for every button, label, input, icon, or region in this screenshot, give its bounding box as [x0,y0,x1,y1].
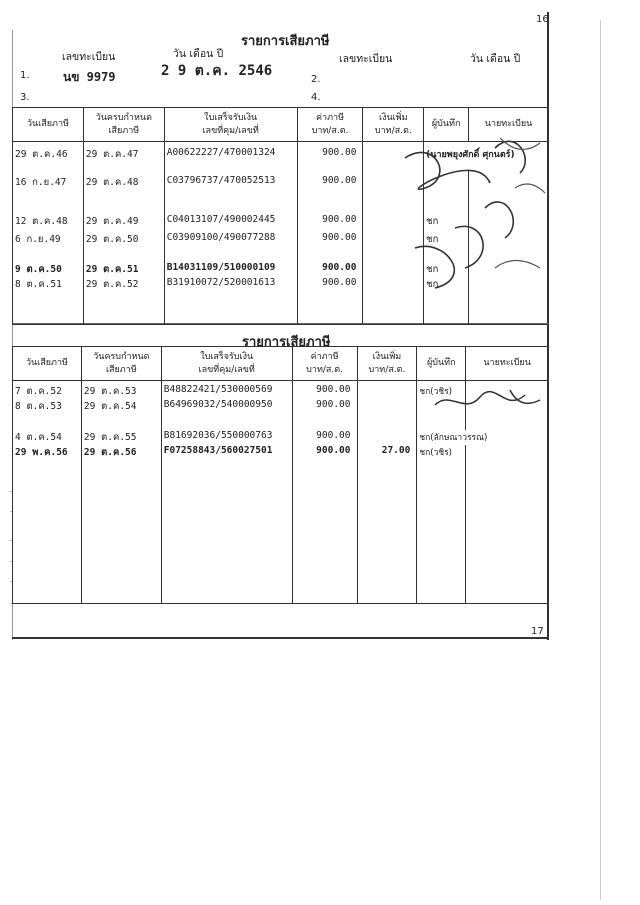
paid-date: 8 ต.ค.51 [13,277,84,325]
col-paid-date: วันเสียภาษี [13,347,82,381]
receipt-no: B64969032/540000950 [161,399,292,430]
row-marker: · [10,537,13,545]
reg-value: นข 9979 [63,70,116,84]
due-date: 29 ต.ค.54 [81,399,161,430]
date-label-right: วัน เดือน ปี [470,53,521,65]
tax-amount: 900.00 [297,214,363,232]
section-2-title: รายการเสียภาษี [242,335,331,350]
extra-amount [357,381,417,400]
due-date: 29 ต.ค.50 [83,232,164,262]
receipt-no: B31910072/520001613 [164,277,297,325]
item-3-label: 3. [20,92,30,103]
due-date: 29 ต.ค.49 [83,214,164,232]
signature-scribble-2 [430,385,548,420]
date-label-left: วัน เดือน ปี [173,48,224,60]
item-2-label: 2. [311,74,321,85]
due-date: 29 ต.ค.52 [83,277,164,325]
paid-date: 8 ต.ค.53 [13,399,82,430]
tax-amount: 900.00 [292,430,357,445]
paid-date: 4 ต.ค.54 [13,430,82,445]
tax-amount: 900.00 [297,232,363,262]
tax-amount: 900.00 [292,445,357,603]
signature-scribble-1 [395,128,550,293]
due-date: 29 ต.ค.48 [83,171,164,199]
recorder: ชก [424,232,469,262]
receipt-no: B14031109/510000109 [164,262,297,277]
extra-amount: 27.00 [357,445,417,603]
col-tax: ค่าภาษี บาท/ส.ต. [292,347,357,381]
receipt-no: C04013107/490002445 [164,214,297,232]
col-paid-date: วันเสียภาษี [13,108,84,142]
extra-amount [357,399,417,430]
receipt-no: B81692036/550000763 [161,430,292,445]
page-number-top: 16 [536,14,549,25]
col-receipt: ใบเสร็จรับเงิน เลขที่คุม/เลขที่ [161,347,292,381]
col-extra: เงินเพิ่ม บาท/ส.ต. [357,347,417,381]
tax-amount: 900.00 [297,142,363,171]
tax-amount: 900.00 [297,171,363,199]
due-date: 29 ต.ค.53 [81,381,161,400]
col-registrar: นายทะเบียน [466,347,549,381]
recorder: (นายพยุงศักดิ์ ศุกนตร์) [424,142,549,171]
item-1-label: 1. [20,70,30,81]
col-tax: ค่าภาษี บาท/ส.ต. [297,108,363,142]
table-row [13,445,549,603]
col-due-date: วันครบกำหนด เสียภาษี [83,108,164,142]
col-recorder: ผู้บันทึก [424,108,469,142]
paid-date: 29 พ.ค.56 [13,445,82,603]
recorder: ชก [424,214,469,232]
paid-date: 12 ต.ค.48 [13,214,84,232]
scan-edge-line [600,20,601,900]
due-date: 29 ต.ค.56 [81,445,161,603]
recorder: ชก(ลักษณาวรรณ) [417,430,549,445]
paid-date: 7 ต.ค.52 [13,381,82,400]
tax-amount: 900.00 [292,399,357,430]
row-marker: · [10,488,13,496]
reg-label-right: เลขทะเบียน [339,53,393,65]
registrar [466,445,549,603]
due-date: 29 ต.ค.51 [83,262,164,277]
receipt-no: C03909100/490077288 [164,232,297,262]
recorder: ชก [424,262,469,277]
receipt-no: B48822421/530000569 [161,381,292,400]
extra-amount [357,430,417,445]
receipt-no: A00622227/470001324 [164,142,297,171]
col-registrar: นายทะเบียน [469,108,549,142]
paid-date: 29 ต.ค.46 [13,142,84,171]
row-marker: · [10,508,13,516]
reg-label-left: เลขทะเบียน [62,51,116,63]
row-marker: · [10,558,13,566]
recorder: ชก [424,277,469,325]
row-marker: · [10,600,13,608]
col-due-date: วันครบกำหนด เสียภาษี [81,347,161,381]
table-row [13,430,549,445]
page-number-bottom: 17 [531,626,544,637]
item-4-label: 4. [311,92,321,103]
paid-date: 16 ก.ย.47 [13,171,84,199]
paid-date: 6 ก.ย.49 [13,232,84,262]
receipt-no: C03796737/470052513 [164,171,297,199]
receipt-no: F07258843/560027501 [161,445,292,603]
col-recorder: ผู้บันทึก [417,347,466,381]
tax-amount: 900.00 [297,277,363,325]
recorder: ชก(วชิร) [417,445,466,603]
col-extra: เงินเพิ่ม บาท/ส.ต. [363,108,424,142]
tax-amount: 900.00 [292,381,357,400]
due-date: 29 ต.ค.47 [83,142,164,171]
tax-amount: 900.00 [297,262,363,277]
row-marker: · [10,578,13,586]
paid-date: 9 ต.ค.50 [13,262,84,277]
col-receipt: ใบเสร็จรับเงิน เลขที่คุม/เลขที่ [164,108,297,142]
recorder: ชก(วชิร) [417,381,466,400]
date-value: 2 9 ต.ค. 2546 [161,63,273,79]
page-border-bottom [12,637,549,639]
due-date: 29 ต.ค.55 [81,430,161,445]
section-1-title: รายการเสียภาษี [241,34,330,49]
